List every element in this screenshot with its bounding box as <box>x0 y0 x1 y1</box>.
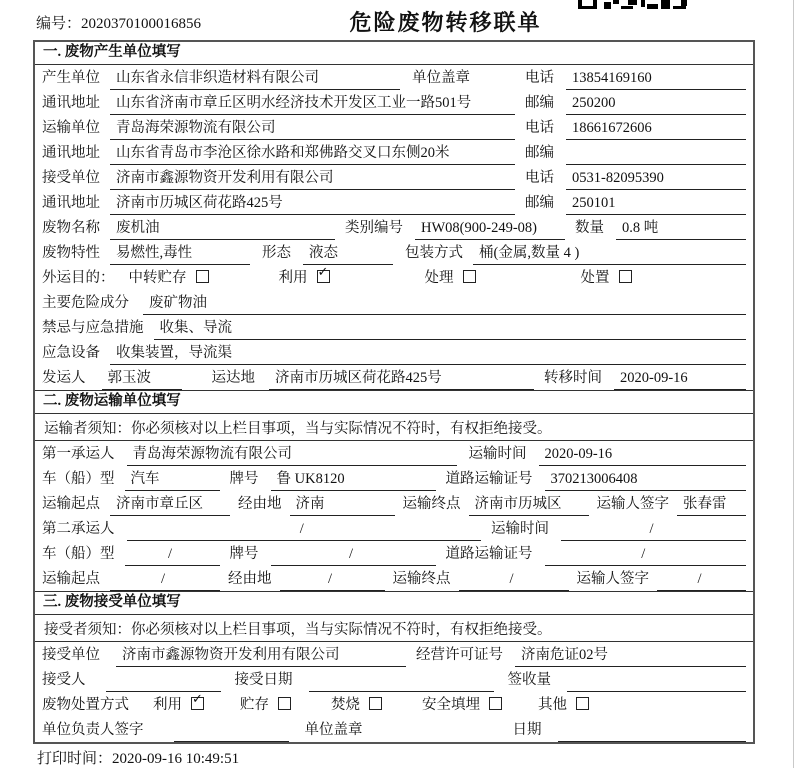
receiver-person-label: 接受人 <box>42 672 86 688</box>
checkbox-label: 其他 <box>538 697 567 713</box>
form-row <box>35 692 753 717</box>
receiving-unit-value: 济南市鑫源物资开发利用有限公司 <box>116 643 406 667</box>
transport-end2-value: / <box>459 571 569 591</box>
via-place-value: 济南 <box>290 492 395 516</box>
receiver-unit-value: 济南市鑫源物资开发利用有限公司 <box>110 166 515 190</box>
receive-unit-label: 接受单位 <box>42 170 100 186</box>
checkbox-other <box>538 693 589 717</box>
section-notice: 运输者须知：你必须核对以上栏目事项，当与实际情况不符时，有权拒绝接受。 <box>35 414 753 441</box>
transport-origin-value: 济南市章丘区 <box>110 492 230 516</box>
via-place2-value: / <box>280 571 385 591</box>
transporter-unit-value: 青岛海荣源物流有限公司 <box>110 116 515 140</box>
transporter-sign-label: 运输人签字 <box>576 571 649 587</box>
checkbox-unchecked <box>576 697 589 710</box>
checkbox-utilize-receive <box>153 693 204 717</box>
vehicle-type-label: 车（船）型 <box>42 471 115 487</box>
checkbox-safe-landfill <box>422 693 502 717</box>
form-row <box>35 265 753 290</box>
print-time-value: 2020-09-16 10:49:51 <box>112 751 240 767</box>
category-code-label: 类别编号 <box>345 220 403 236</box>
phone-label: 电话 <box>525 70 554 86</box>
waste-form-value: 液态 <box>303 241 393 265</box>
via-label: 经由地 <box>228 571 272 587</box>
plate-number-value: 鲁 UK8120 <box>271 467 436 491</box>
destination-label: 运达地 <box>211 370 255 386</box>
form-row <box>35 491 753 516</box>
checkbox-treatment <box>425 266 476 290</box>
form-row <box>35 466 753 491</box>
checkbox-label: 焚烧 <box>331 697 360 713</box>
packaging-value: 桶(金属,数量 4 ) <box>473 241 746 265</box>
form-section-2 <box>35 390 753 591</box>
checkbox-unchecked <box>463 270 476 283</box>
checkbox-unchecked <box>619 270 632 283</box>
disposal-method-label: 废物处置方式 <box>42 697 129 713</box>
origin-label: 运输起点 <box>42 496 100 512</box>
transporter-postcode-value <box>566 146 746 165</box>
form-row <box>35 642 753 667</box>
transporter-signature-value: 张春雷 <box>677 492 746 516</box>
print-time-label: 打印时间： <box>37 751 113 767</box>
postcode-label: 邮编 <box>525 145 554 161</box>
transport-end-value: 济南市历城区 <box>469 492 589 516</box>
producer-phone-value: 13854169160 <box>566 70 746 90</box>
form-row <box>35 541 753 566</box>
license-number-value: 济南危证02号 <box>515 643 746 667</box>
second-carrier-value: / <box>127 521 482 541</box>
address-label: 通讯地址 <box>42 145 100 161</box>
page-edge-line <box>793 0 794 768</box>
address-label: 通讯地址 <box>42 95 100 111</box>
form-row <box>35 290 753 315</box>
transport-date-value: 2020-09-16 <box>539 446 747 466</box>
via-label: 经由地 <box>238 496 282 512</box>
transport-unit-label: 运输单位 <box>42 120 100 136</box>
end-label: 运输终点 <box>402 496 461 512</box>
form-row <box>35 315 753 340</box>
form-row <box>35 165 753 190</box>
form-row <box>35 365 753 390</box>
vehicle-type-label: 车（船）型 <box>42 546 115 562</box>
transport-date2-value: / <box>561 521 746 541</box>
quantity-label: 数量 <box>575 220 604 236</box>
document-title: 危险废物转移联单 <box>349 10 542 35</box>
section-heading: 一. 废物产生单位填写 <box>35 42 753 65</box>
print-time-line <box>37 747 239 768</box>
checkbox-utilize <box>279 266 330 290</box>
receiver-address-value: 济南市历城区荷花路425号 <box>110 191 515 215</box>
producer-address-value: 山东省济南市章丘区明水经济技术开发区工业一路501号 <box>110 91 515 115</box>
plate-label: 牌号 <box>229 546 259 562</box>
checkbox-storage <box>240 693 291 717</box>
form-row <box>35 215 753 240</box>
waste-quantity-value: 0.8 吨 <box>616 216 746 240</box>
form-row <box>35 516 753 541</box>
form-row <box>35 90 753 115</box>
serial-label: 编号： <box>36 16 82 32</box>
form-row <box>35 65 753 90</box>
producer-unit-value: 山东省永信非织造材料有限公司 <box>110 66 400 90</box>
contraindication-label: 禁忌与应急措施 <box>42 320 144 336</box>
checkbox-label: 利用 <box>278 270 308 286</box>
road-transport-cert-value: 370213006408 <box>545 471 747 491</box>
contraindication-measures-value: 收集、导流 <box>154 316 747 340</box>
section-heading: 二. 废物运输单位填写 <box>35 390 753 414</box>
unit-seal-label: 单位盖章 <box>412 70 470 86</box>
form-row <box>35 566 753 591</box>
emergency-equipment-label: 应急设备 <box>42 345 100 361</box>
receiver-postcode-value: 250101 <box>566 195 746 215</box>
checkbox-checked <box>191 692 204 710</box>
main-hazard-component-value: 废矿物油 <box>143 291 746 315</box>
origin-label: 运输起点 <box>42 571 100 587</box>
check-mark-icon: ✓ <box>192 692 203 707</box>
packaging-label: 包装方式 <box>405 245 463 261</box>
form-row <box>35 340 753 365</box>
qr-code-fragment <box>578 0 690 9</box>
producer-unit-label: 产生单位 <box>42 70 100 86</box>
seal-date-value <box>558 723 747 742</box>
road-transport-cert2-value: / <box>545 546 747 566</box>
address-label: 通讯地址 <box>42 195 100 211</box>
serial-number: 2020370100016856 <box>81 16 202 32</box>
checkbox-unchecked <box>278 697 291 710</box>
transfer-date-label: 转移时间 <box>544 370 602 386</box>
checkbox-unchecked <box>196 270 209 283</box>
transfer-date-value: 2020-09-16 <box>614 370 746 390</box>
waste-characteristics-value: 易燃性,毒性 <box>110 241 250 265</box>
phone-label: 电话 <box>525 170 554 186</box>
transporter-signature2-value: / <box>657 571 746 591</box>
receiver-person-value <box>106 673 221 692</box>
form-row <box>35 717 753 742</box>
check-mark-icon: ✓ <box>317 265 329 280</box>
road-cert-label: 道路运输证号 <box>445 546 533 562</box>
checkbox-unchecked <box>489 697 502 710</box>
form-row <box>35 240 753 265</box>
form-row <box>35 441 753 466</box>
received-quantity-value <box>567 673 746 692</box>
checkbox-label: 中转贮存 <box>128 270 187 286</box>
road-cert-label: 道路运输证号 <box>445 471 533 487</box>
consignor-value: 郭玉波 <box>102 366 182 390</box>
end-label: 运输终点 <box>392 571 451 587</box>
main-hazard-label: 主要危险成分 <box>42 295 129 311</box>
checkbox-label: 安全填埋 <box>422 697 480 713</box>
checkbox-label: 利用 <box>153 697 182 713</box>
checkbox-transfer-storage <box>129 266 209 290</box>
form-row <box>35 115 753 140</box>
second-carrier-label: 第二承运人 <box>42 521 115 537</box>
receive-unit-label: 接受单位 <box>42 647 100 663</box>
waste-characteristics-label: 废物特性 <box>42 245 100 261</box>
plate-label: 牌号 <box>229 471 259 487</box>
received-qty-label: 签收量 <box>507 672 551 688</box>
form-row <box>35 190 753 215</box>
producer-postcode-value: 250200 <box>566 95 746 115</box>
destination-value: 济南市历城区荷花路425号 <box>269 366 534 390</box>
outbound-purpose-label: 外运目的： <box>42 270 115 286</box>
responsible-sign-label: 单位负责人签字 <box>42 722 144 738</box>
plate-number2-value: / <box>271 546 436 566</box>
transport-date-label: 运输时间 <box>491 521 549 537</box>
checkbox-disposal <box>581 266 632 290</box>
transport-origin2-value: / <box>110 571 220 591</box>
consignor-label: 发运人 <box>42 370 86 386</box>
waste-name-value: 废机油 <box>110 216 335 240</box>
postcode-label: 邮编 <box>525 95 554 111</box>
form-section-3 <box>35 591 753 742</box>
transporter-phone-value: 18661672606 <box>566 120 746 140</box>
checkbox-unchecked <box>369 697 382 710</box>
phone-label: 电话 <box>525 120 554 136</box>
waste-category-code-value: HW08(900-249-08) <box>415 220 565 240</box>
vehicle-type-value: 汽车 <box>125 467 220 491</box>
emergency-equipment-value: 收集装置，导流渠 <box>110 341 746 365</box>
checkbox-incineration <box>331 693 382 717</box>
form-row <box>35 140 753 165</box>
form-label: 形态 <box>262 245 291 261</box>
transporter-sign-label: 运输人签字 <box>596 496 669 512</box>
section-notice: 接受者须知：你必须核对以上栏目事项，当与实际情况不符时，有权拒绝接受。 <box>35 615 753 642</box>
date-label: 日期 <box>512 722 542 738</box>
transporter-address-value: 山东省青岛市李沧区徐水路和郑佛路交叉口东侧20米 <box>110 141 515 165</box>
transfer-form <box>33 40 755 744</box>
receiver-phone-value: 0531-82095390 <box>566 170 746 190</box>
receive-date-label: 接受日期 <box>234 672 293 688</box>
waste-name-label: 废物名称 <box>42 220 100 236</box>
vehicle-type2-value: / <box>125 546 220 566</box>
receive-date-value <box>309 673 494 692</box>
checkbox-checked <box>317 265 330 283</box>
form-row <box>35 667 753 692</box>
section-heading: 三. 废物接受单位填写 <box>35 591 753 615</box>
transport-date-label: 运输时间 <box>468 446 527 462</box>
first-carrier-label: 第一承运人 <box>42 446 115 462</box>
responsible-signature-value <box>174 723 289 742</box>
checkbox-label: 处置 <box>580 270 610 286</box>
checkbox-label: 处理 <box>424 270 454 286</box>
checkbox-label: 贮存 <box>240 697 269 713</box>
form-section-1 <box>35 42 753 390</box>
postcode-label: 邮编 <box>525 195 554 211</box>
first-carrier-value: 青岛海荣源物流有限公司 <box>127 442 457 466</box>
unit-seal-label: 单位盖章 <box>304 722 363 738</box>
license-label: 经营许可证号 <box>416 647 503 663</box>
